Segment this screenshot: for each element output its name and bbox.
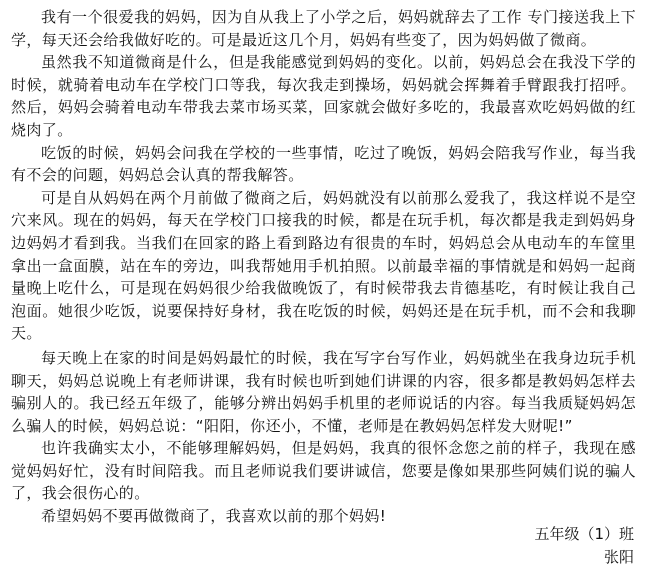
essay-paragraph-4: 可是自从妈妈在两个月前做了微商之后，妈妈就没有以前那么爱我了，我这样说不是空穴来风。现在的妈妈，每天在学校门口接我的时候，都是在玩手机，每次都是我走到妈妈身边妈妈才看到我。当我们在回家的路上看到路边有很贵的车时，妈妈总会从电动车的车筐里拿出一盒面膜，站在车的旁边，叫我帮她用手机拍照。以前最幸福的事情就是和妈妈一起商量晚上吃什么，可是现在妈妈很少给我做晚饭了，有时候带我去肯德基吃，有时候让我自己泡面。她很少吃饭，说要保持好身材，我在吃饭的时候，妈妈还是在玩手机，而不会和我聊天。 xyxy=(11,188,636,343)
signature-author: 张阳 xyxy=(603,548,634,566)
essay-paragraph-6: 也许我确实太小，不能够理解妈妈，但是妈妈，我真的很怀念您之前的样子，我现在感觉妈妈好忙，没有时间陪我。而且老师说我们要讲诚信，您要是像如果那些阿姨们说的骗人了，我会很伤心的。 xyxy=(11,439,636,503)
signature-class: 五年级（1）班 xyxy=(534,525,634,543)
essay-paragraph-5: 每天晚上在家的时间是妈妈最忙的时候，我在写字台写作业，妈妈就坐在我身边玩手机聊天，妈妈总说晚上有老师讲课，我有时候也听到她们讲课的内容，很多都是教妈妈怎样去骗别人的。我已经五年级了，能够分辨出妈妈手机里的老师说话的内容。每当我质疑妈妈怎么骗人的时候，妈妈总说：“阳阳，你还小，不懂，老师是在教妈妈怎样发大财呢!” xyxy=(11,348,636,435)
essay-paragraph-3: 吃饭的时候，妈妈会问我在学校的一些事情，吃过了晚饭，妈妈会陪我写作业，每当我有不会的问题，妈妈总会认真的帮我解答。 xyxy=(11,143,636,185)
essay-paragraph-2: 虽然我不知道微商是什么，但是我能感觉到妈妈的变化。以前，妈妈总会在我没下学的时候，就骑着电动车在学校门口等我，每次我走到操场，妈妈就会挥舞着手臂跟我打招呼。然后，妈妈会骑着电动车带我去菜市场买菜，回家就会做好多吃的，我最喜欢吃妈妈做的红烧肉了。 xyxy=(11,53,636,139)
essay-paragraph-1: 我有一个很爱我的妈妈，因为自从我上了小学之后，妈妈就辞去了工作 专门接送我上下学，每天还会给我做好吃的。可是最近这几个月，妈妈有些变了，因为妈妈做了微商。 xyxy=(11,8,636,49)
essay-paragraph-7: 希望妈妈不要再做微商了，我喜欢以前的那个妈妈! xyxy=(41,507,387,526)
